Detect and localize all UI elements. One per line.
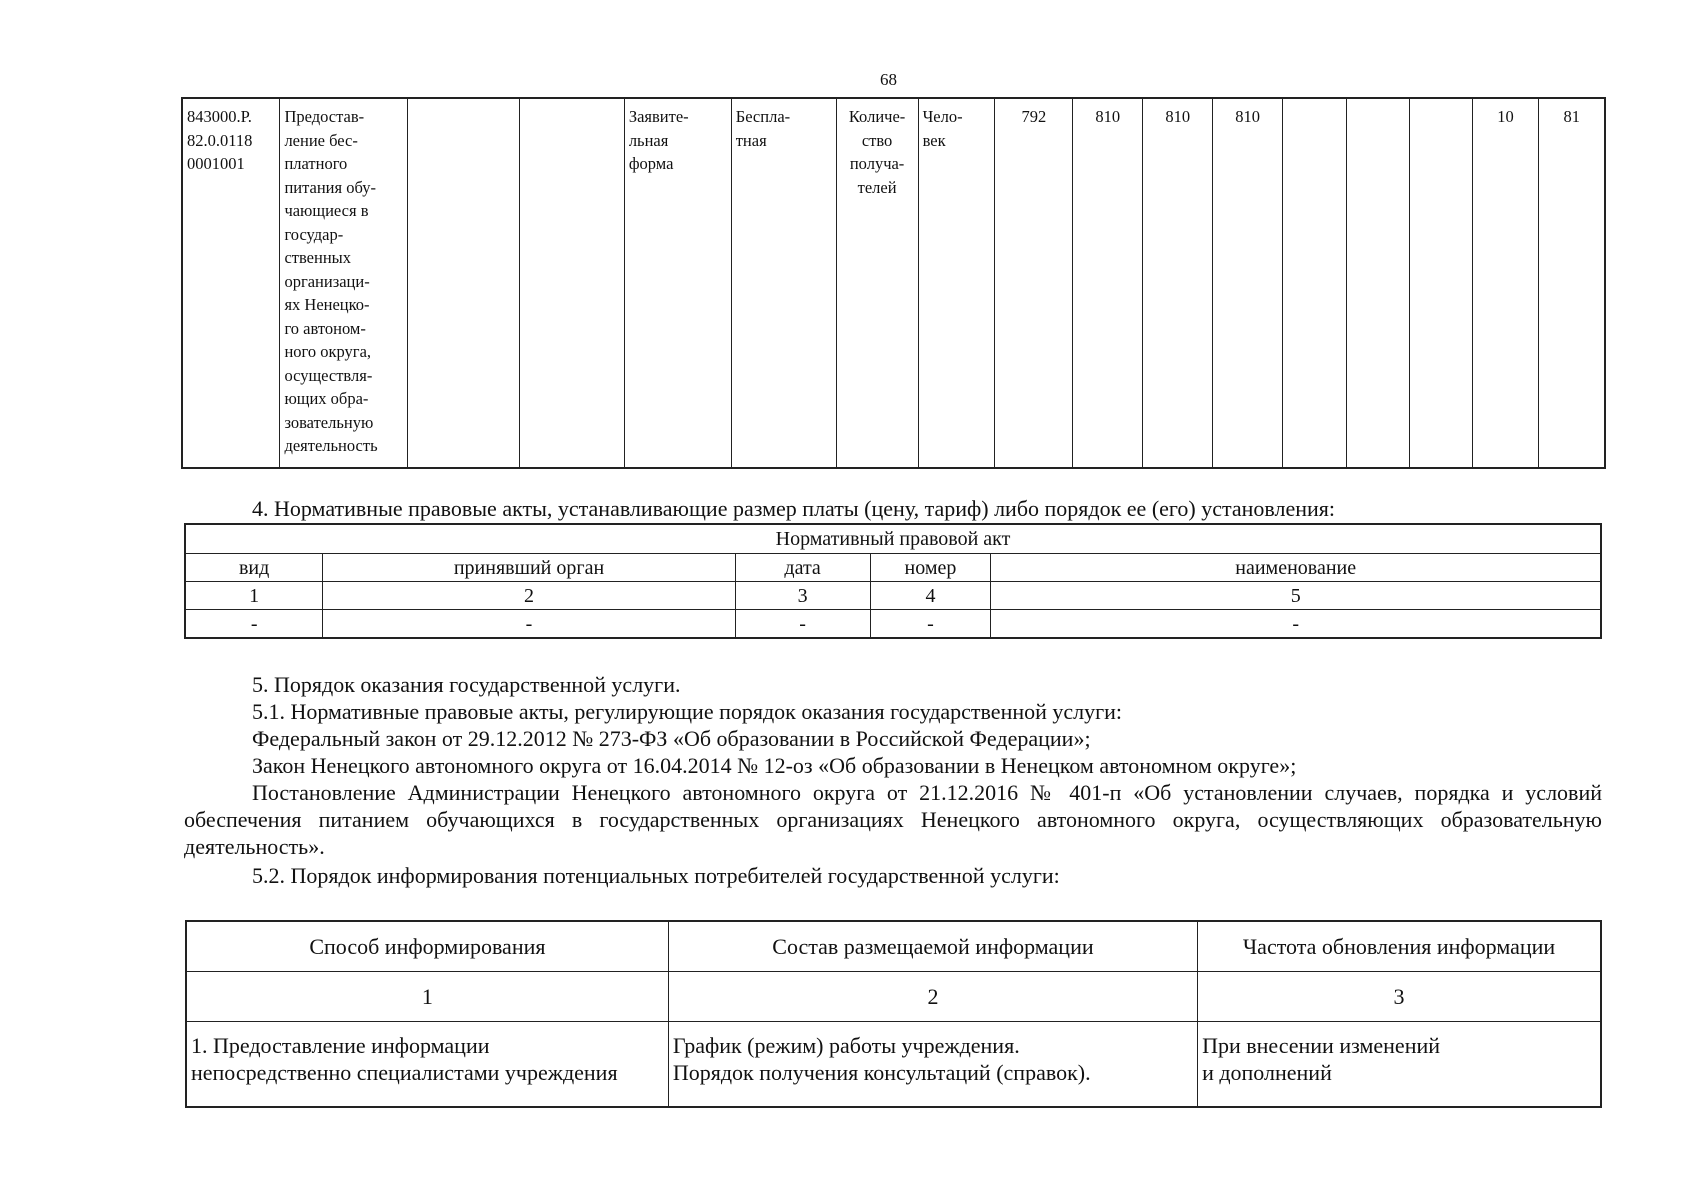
indicator-name: Количе- ство получа- телей	[836, 98, 918, 468]
law-resolution: Постановление Администрации Ненецкого автономного округа от 21.12.2016 № 401-п «Об установлении случаев, порядка и условий обеспечения питанием обучающихся в государственных организациях Ненецкого автономного округа, осуществляющих образовательную деятельность».	[184, 780, 1602, 859]
column-number: 1	[185, 582, 323, 610]
value-cell: 810	[1143, 98, 1213, 468]
column-header: номер	[870, 554, 991, 582]
column-number: 3	[1198, 972, 1601, 1022]
service-form: Заявите- льная форма	[624, 98, 731, 468]
column-header: наименование	[991, 554, 1601, 582]
column-header: Частота обновления информации	[1198, 921, 1601, 972]
table-row	[182, 98, 1605, 468]
table-cell: -	[735, 610, 870, 639]
empty-cell	[1283, 98, 1347, 468]
table-row	[185, 554, 1601, 582]
value-cell: 792	[995, 98, 1073, 468]
service-code: 843000.Р. 82.0.0118 0001001	[182, 98, 280, 468]
value-cell: 810	[1213, 98, 1283, 468]
table-row	[186, 972, 1601, 1022]
unit-name: Чело- век	[918, 98, 995, 468]
column-number: 4	[870, 582, 991, 610]
informing-method: 1. Предоставление информации непосредственно специалистами учреждения	[186, 1022, 668, 1108]
empty-cell	[1346, 98, 1409, 468]
payment-type: Бесплa- тная	[731, 98, 836, 468]
column-header: Способ информирования	[186, 921, 668, 972]
table-row	[185, 524, 1601, 554]
column-number: 2	[668, 972, 1197, 1022]
column-header: вид	[185, 554, 323, 582]
column-number: 2	[323, 582, 735, 610]
empty-cell	[408, 98, 520, 468]
column-number: 5	[991, 582, 1601, 610]
informing-frequency: При внесении изменений и дополнений	[1198, 1022, 1601, 1108]
section5-title: 5. Порядок оказания государственной услуги.	[252, 672, 681, 697]
law-regional: Закон Ненецкого автономного округа от 16.04.2014 № 12-оз «Об образовании в Ненецком автономном округе»;	[252, 753, 1297, 778]
acts-caption: Нормативный правовой акт	[185, 524, 1601, 554]
column-header: дата	[735, 554, 870, 582]
empty-cell	[520, 98, 625, 468]
informing-content: График (режим) работы учреждения. Порядок получения консультаций (справок).	[668, 1022, 1197, 1108]
column-header: Состав размещаемой информации	[668, 921, 1197, 972]
normative-acts-table	[184, 523, 1602, 639]
table-row	[185, 610, 1601, 639]
table-cell: -	[323, 610, 735, 639]
table-cell: -	[870, 610, 991, 639]
section4-heading: 4. Нормативные правовые акты, устанавливающие размер платы (цену, тариф) либо порядок ее (его) установления:	[252, 496, 1336, 521]
section5-2-heading: 5.2. Порядок информирования потенциальных потребителей государственной услуги:	[252, 863, 1060, 888]
value-cell: 810	[1073, 98, 1143, 468]
column-number: 1	[186, 972, 668, 1022]
table-cell: -	[185, 610, 323, 639]
empty-cell	[1409, 98, 1472, 468]
service-indicator-table	[181, 97, 1606, 469]
law-federal: Федеральный закон от 29.12.2012 № 273-ФЗ «Об образовании в Российской Федерации»;	[252, 726, 1091, 751]
informing-table	[185, 920, 1602, 1108]
page-number: 68	[880, 70, 897, 89]
table-row	[186, 1022, 1601, 1108]
column-number: 3	[735, 582, 870, 610]
table-row	[186, 921, 1601, 972]
value-cell: 81	[1539, 98, 1605, 468]
section5-1-heading: 5.1. Нормативные правовые акты, регулирующие порядок оказания государственной услуги:	[252, 699, 1123, 724]
column-header: принявший орган	[323, 554, 735, 582]
value-cell: 10	[1472, 98, 1539, 468]
table-cell: -	[991, 610, 1601, 639]
service-name: Предостав- ление бес- платного питания обу- чающиеся в государ- ственных организаци- ях Ненецко- го автоном- ного округа, осуществля- ющих обра- зовательную деятельность	[280, 98, 408, 468]
table-row	[185, 582, 1601, 610]
